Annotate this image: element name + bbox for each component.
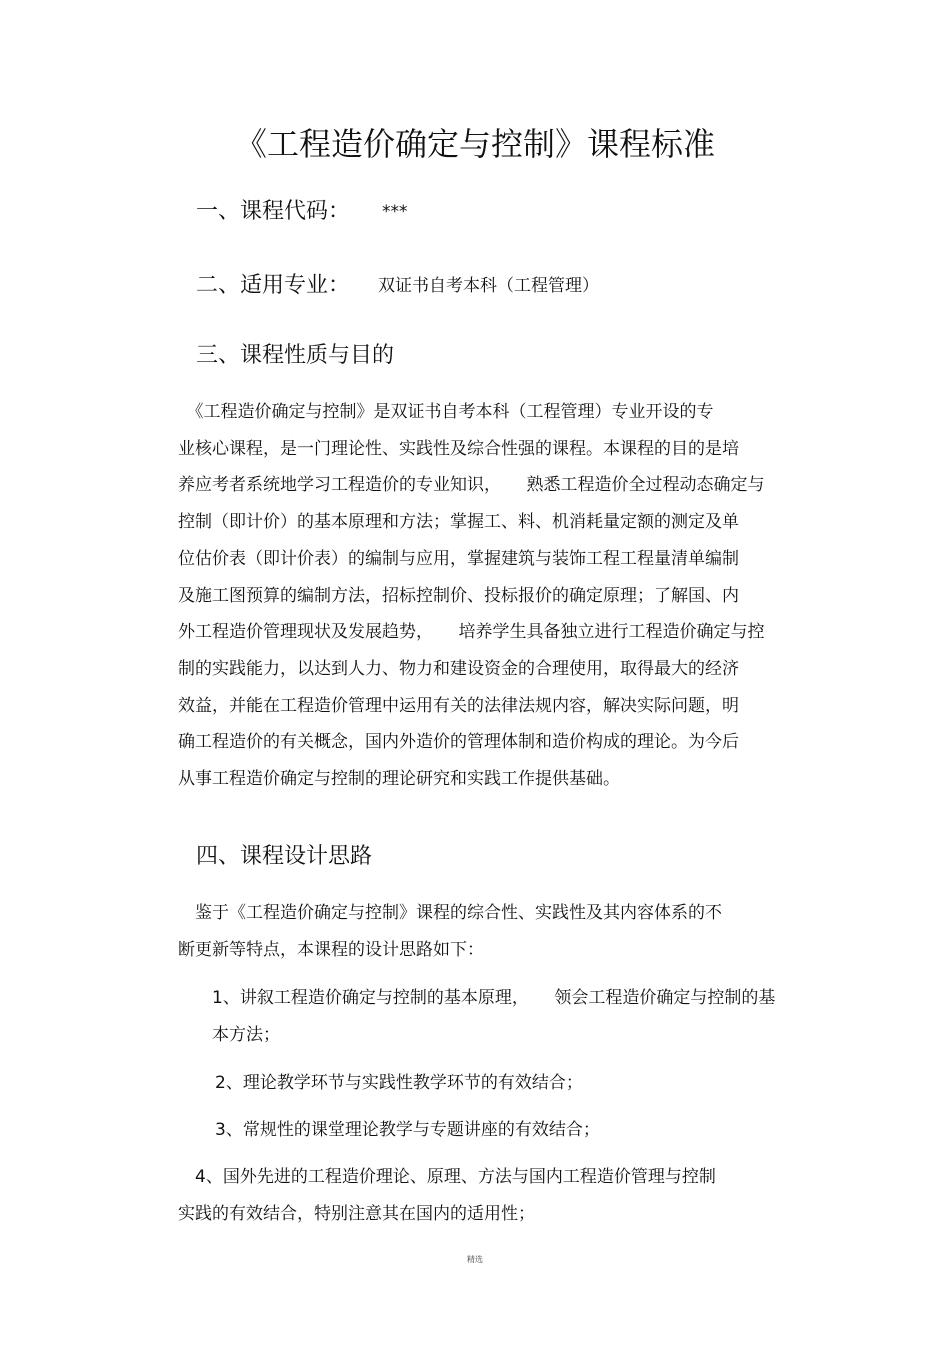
list-item-line: 本方法； xyxy=(212,1024,280,1045)
paragraph-line: 及施工图预算的编制方法，招标控制价、投标报价的确定原理；了解国、内 xyxy=(178,585,739,606)
list-item-line: 3、常规性的课堂理论教学与专题讲座的有效结合； xyxy=(215,1120,600,1140)
paragraph-line: 从事工程造价确定与控制的理论研究和实践工作提供基础。 xyxy=(178,769,620,790)
paragraph-line: 业核心课程，是一门理论性、实践性及综合性强的课程。本课程的目的是培 xyxy=(178,438,739,459)
design-list-item xyxy=(215,1065,583,1102)
section-heading-design: 四、课程设计思路 xyxy=(196,844,373,869)
applicable-major-value: 双证书自考本科（工程管理） xyxy=(378,276,600,296)
list-item-line: 2、理论教学环节与实践性教学环节的有效结合； xyxy=(215,1073,583,1093)
design-list-item xyxy=(178,1159,716,1232)
paragraph-line: 位估价表（即计价表）的编制与应用，掌握建筑与装饰工程工程量清单编制 xyxy=(178,548,739,569)
design-list-item xyxy=(212,980,775,1053)
document-title: 《工程造价确定与控制》课程标准 xyxy=(234,125,715,163)
design-intro-paragraph xyxy=(178,895,792,968)
paragraph-line: 鉴于《工程造价确定与控制》课程的综合性、实践性及其内容体系的不 xyxy=(178,903,722,923)
paragraph-line: 确工程造价的有关概念，国内外造价的管理体制和造价构成的理论。为今后 xyxy=(178,732,739,753)
section-label: 一、课程代码： xyxy=(196,199,351,224)
list-item-line: 实践的有效结合，特别注意其在国内的适用性； xyxy=(178,1203,535,1224)
list-item-line: 4、国外先进的工程造价理论、原理、方法与国内工程造价管理与控制 xyxy=(178,1167,716,1187)
paragraph-line: 制的实践能力，以达到人力、物力和建设资金的合理使用，取得最大的经济 xyxy=(178,658,739,679)
section-label: 二、适用专业： xyxy=(196,273,351,298)
paragraph-line: 外工程造价管理现状及发展趋势， 培养学生具备独立进行工程造价确定与控 xyxy=(178,622,765,643)
section-applicable-major xyxy=(196,266,599,306)
paragraph-line: 养应考者系统地学习工程造价的专业知识， 熟悉工程造价全过程动态确定与 xyxy=(178,475,765,496)
course-code-value: *** xyxy=(382,202,408,222)
paragraph-line: 《工程造价确定与控制》是双证书自考本科（工程管理）专业开设的专 xyxy=(178,402,714,422)
section-heading-nature: 三、课程性质与目的 xyxy=(196,343,395,368)
list-item-line: 1、讲叙工程造价确定与控制的基本原理， 领会工程造价确定与控制的基 xyxy=(212,988,776,1008)
section-course-code xyxy=(196,192,408,232)
design-list-item xyxy=(215,1112,600,1149)
nature-paragraph xyxy=(178,394,792,798)
paragraph-line: 效益，并能在工程造价管理中运用有关的法律法规内容，解决实际问题，明 xyxy=(178,695,739,716)
paragraph-line: 控制（即计价）的基本原理和方法；掌握工、料、机消耗量定额的测定及单 xyxy=(178,512,739,533)
paragraph-line: 断更新等特点，本课程的设计思路如下： xyxy=(178,939,484,960)
page-footer: 精选 xyxy=(467,1255,483,1264)
